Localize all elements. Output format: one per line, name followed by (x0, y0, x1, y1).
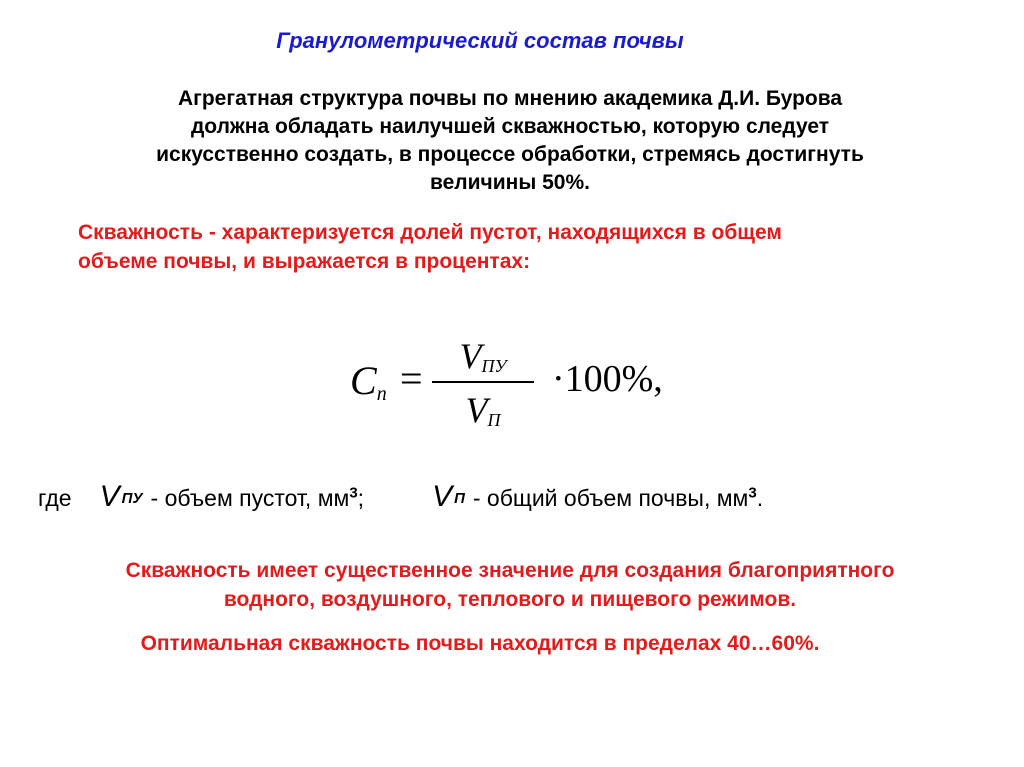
legend-symbol-total-volume (432, 480, 465, 513)
intro-line: Агрегатная структура почвы по мнению академика Д.И. Бурова (177, 87, 843, 110)
legend-desc-void-volume: - объем пустот, мм (150, 485, 350, 511)
denominator-subscript: П (487, 410, 501, 430)
intro-line: должна обладать наилучшей скважностью, которую следует (190, 115, 830, 138)
legend-symbol-subscript: ПУ (121, 490, 143, 507)
legend-desc-total-volume: - общий объем почвы, мм (472, 485, 749, 511)
numerator-subscript: ПУ (481, 356, 507, 376)
slide-title: Гранулометрический состав почвы (276, 28, 684, 53)
formula-lhs-subscript: п (376, 383, 387, 405)
formula-legend (38, 480, 763, 514)
formula-equals: = (400, 356, 423, 401)
legend-prefix: где (38, 485, 72, 511)
intro-paragraph (60, 85, 960, 197)
numerator-symbol: V (459, 336, 482, 376)
formula-denominator (428, 389, 538, 431)
legend-superscript: 3 (748, 484, 757, 502)
denominator-symbol: V (465, 390, 488, 430)
legend-punct: ; (357, 485, 365, 511)
definition-line: Скважность - характеризуется долей пустот, находящихся в общем (78, 221, 782, 244)
fraction-bar (432, 381, 534, 383)
definition-paragraph (78, 218, 978, 276)
legend-symbol-subscript: П (454, 490, 465, 507)
intro-line: величины 50%. (430, 171, 590, 194)
legend-punct: . (756, 485, 764, 511)
importance-paragraph (20, 556, 1000, 614)
importance-line: Скважность имеет существенное значение для создания благоприятного (125, 559, 895, 582)
legend-symbol-letter: V (99, 480, 120, 513)
formula-numerator (428, 335, 538, 377)
intro-line: искусственно создать, в процессе обработки, стремясь достигнуть (156, 143, 864, 166)
optimal-porosity-statement: Оптимальная скважность почвы находится в пределах 40…60%. (140, 632, 820, 655)
importance-line: водного, воздушного, теплового и пищевого режимов. (223, 588, 797, 611)
definition-line: объеме почвы, и выражается в процентах: (78, 250, 531, 273)
formula-lhs (350, 357, 387, 406)
legend-symbol-void-volume (100, 480, 143, 513)
legend-superscript: 3 (349, 484, 358, 502)
formula-fraction (428, 335, 538, 431)
formula-multiplier: ·100%, (552, 358, 663, 400)
formula-lhs-symbol: C (350, 358, 377, 403)
legend-symbol-letter: V (432, 480, 453, 513)
